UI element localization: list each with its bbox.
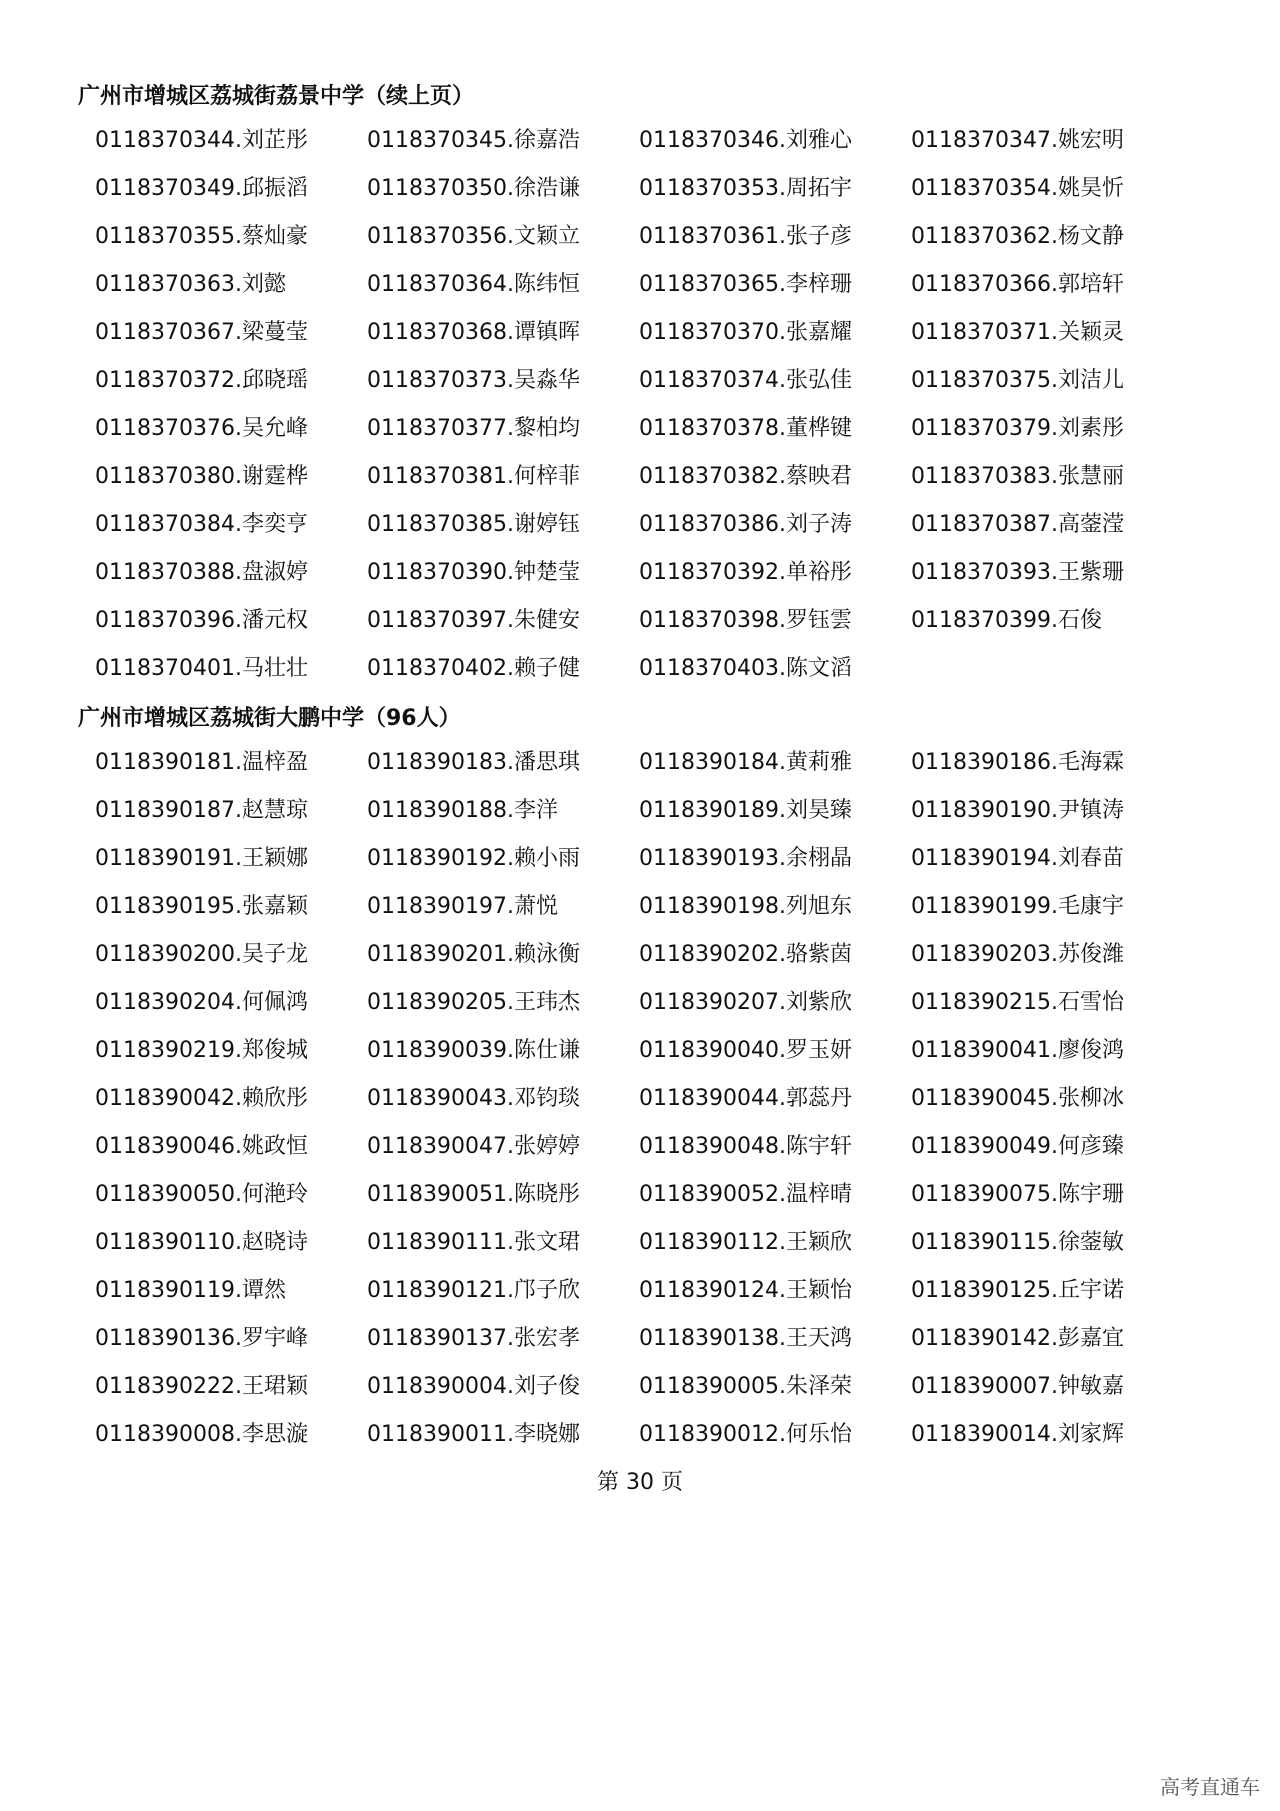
student-entry: 0118390012.何乐怡 [639, 1422, 852, 1447]
student-entry: 0118390184.黄莉雅 [639, 750, 852, 775]
student-entry: 0118390189.刘昊臻 [639, 798, 852, 823]
student-entry: 0118390200.吴子龙 [95, 942, 308, 967]
student-entry: 0118370381.何梓菲 [367, 464, 580, 489]
student-entry: 0118390045.张柳冰 [911, 1086, 1124, 1111]
student-entry: 0118390190.尹镇涛 [911, 798, 1124, 823]
student-entry: 0118370386.刘子涛 [639, 512, 852, 537]
student-entry: 0118370365.李梓珊 [639, 272, 852, 297]
student-entry: 0118390124.王颖怡 [639, 1278, 852, 1303]
student-entry: 0118390192.赖小雨 [367, 846, 580, 871]
student-entry: 0118390142.彭嘉宜 [911, 1326, 1124, 1351]
student-entry: 0118390205.王玮杰 [367, 990, 580, 1015]
student-entry: 0118390008.李思漩 [95, 1422, 308, 1447]
student-entry: 0118390137.张宏孝 [367, 1326, 580, 1351]
student-entry: 0118390121.邝子欣 [367, 1278, 580, 1303]
student-entry: 0118370349.邱振滔 [95, 176, 308, 201]
student-entry: 0118370382.蔡映君 [639, 464, 852, 489]
student-entry: 0118370390.钟楚莹 [367, 560, 580, 585]
student-entry: 0118370387.高蓥滢 [911, 512, 1124, 537]
student-entry: 0118370367.梁蔓莹 [95, 320, 308, 345]
student-entry: 0118370397.朱健安 [367, 608, 580, 633]
student-entry: 0118390044.郭蕊丹 [639, 1086, 852, 1111]
student-entry: 0118390112.王颖欣 [639, 1230, 852, 1255]
student-entry: 0118370355.蔡灿豪 [95, 224, 308, 249]
student-entry: 0118370364.陈纬恒 [367, 272, 580, 297]
student-entry: 0118390075.陈宇珊 [911, 1182, 1124, 1207]
student-list [95, 124, 1183, 700]
student-entry: 0118390181.温梓盈 [95, 750, 308, 775]
student-entry: 0118370361.张子彦 [639, 224, 852, 249]
student-entry: 0118390048.陈宇轩 [639, 1134, 852, 1159]
student-entry: 0118390049.何彦臻 [911, 1134, 1124, 1159]
student-entry: 0118370396.潘元权 [95, 608, 308, 633]
student-entry: 0118370375.刘洁儿 [911, 368, 1124, 393]
student-entry: 0118390194.刘春苗 [911, 846, 1124, 871]
student-entry: 0118390125.丘宇诺 [911, 1278, 1124, 1303]
student-entry: 0118390187.赵慧琼 [95, 798, 308, 823]
student-entry: 0118390215.石雪怡 [911, 990, 1124, 1015]
student-entry: 0118390198.列旭东 [639, 894, 852, 919]
student-entry: 0118390011.李晓娜 [367, 1422, 580, 1447]
student-entry: 0118370373.吴淼华 [367, 368, 580, 393]
student-entry: 0118370402.赖子健 [367, 656, 580, 681]
student-entry: 0118390191.王颖娜 [95, 846, 308, 871]
student-entry: 0118390219.郑俊城 [95, 1038, 308, 1063]
student-entry: 0118390111.张文珺 [367, 1230, 580, 1255]
student-entry: 0118390005.朱泽荣 [639, 1374, 852, 1399]
student-entry: 0118370344.刘芷彤 [95, 128, 308, 153]
student-entry: 0118390203.苏俊潍 [911, 942, 1124, 967]
student-entry: 0118370399.石俊 [911, 608, 1102, 633]
student-entry: 0118390188.李洋 [367, 798, 558, 823]
student-entry: 0118370403.陈文滔 [639, 656, 852, 681]
student-entry: 0118390207.刘紫欣 [639, 990, 852, 1015]
student-entry: 0118370346.刘雅心 [639, 128, 852, 153]
student-entry: 0118390197.萧悦 [367, 894, 558, 919]
student-entry: 0118390202.骆紫茵 [639, 942, 852, 967]
student-entry: 0118370353.周拓宇 [639, 176, 852, 201]
student-entry: 0118390204.何佩鸿 [95, 990, 308, 1015]
student-entry: 0118370371.关颖灵 [911, 320, 1124, 345]
student-entry: 0118390047.张婷婷 [367, 1134, 580, 1159]
student-entry: 0118370347.姚宏明 [911, 128, 1124, 153]
student-entry: 0118370380.谢霆桦 [95, 464, 308, 489]
student-entry: 0118390136.罗宇峰 [95, 1326, 308, 1351]
student-entry: 0118390195.张嘉颖 [95, 894, 308, 919]
page-number: 第 30 页 [597, 1470, 683, 1495]
student-entry: 0118370398.罗钰雲 [639, 608, 852, 633]
student-entry: 0118370388.盘淑婷 [95, 560, 308, 585]
student-entry: 0118370366.郭培轩 [911, 272, 1124, 297]
student-entry: 0118390183.潘思琪 [367, 750, 580, 775]
student-entry: 0118390043.邓钧琰 [367, 1086, 580, 1111]
student-entry: 0118370379.刘素彤 [911, 416, 1124, 441]
student-entry: 0118390051.陈晓彤 [367, 1182, 580, 1207]
student-entry: 0118390041.廖俊鸿 [911, 1038, 1124, 1063]
student-entry: 0118370374.张弘佳 [639, 368, 852, 393]
student-entry: 0118390110.赵晓诗 [95, 1230, 308, 1255]
student-entry: 0118390199.毛康宇 [911, 894, 1124, 919]
student-entry: 0118370362.杨文静 [911, 224, 1124, 249]
student-entry: 0118390014.刘家辉 [911, 1422, 1124, 1447]
student-entry: 0118370363.刘懿 [95, 272, 286, 297]
student-entry: 0118370401.马壮壮 [95, 656, 308, 681]
student-entry: 0118370378.董桦键 [639, 416, 852, 441]
student-entry: 0118390050.何滟玲 [95, 1182, 308, 1207]
student-entry: 0118370383.张慧丽 [911, 464, 1124, 489]
student-entry: 0118370368.谭镇晖 [367, 320, 580, 345]
student-entry: 0118390052.温梓晴 [639, 1182, 852, 1207]
student-list [95, 746, 1183, 1466]
student-entry: 0118390042.赖欣彤 [95, 1086, 308, 1111]
student-entry: 0118390115.徐蓥敏 [911, 1230, 1124, 1255]
student-entry: 0118370370.张嘉耀 [639, 320, 852, 345]
student-entry: 0118390046.姚政恒 [95, 1134, 308, 1159]
student-entry: 0118390007.钟敏嘉 [911, 1374, 1124, 1399]
student-entry: 0118370376.吴允峰 [95, 416, 308, 441]
student-entry: 0118370385.谢婷钰 [367, 512, 580, 537]
student-entry: 0118390119.谭然 [95, 1278, 286, 1303]
student-entry: 0118370392.单裕彤 [639, 560, 852, 585]
student-entry: 0118390193.余栩晶 [639, 846, 852, 871]
student-entry: 0118390201.赖泳衡 [367, 942, 580, 967]
student-entry: 0118390039.陈仕谦 [367, 1038, 580, 1063]
student-entry: 0118370354.姚昊忻 [911, 176, 1124, 201]
student-entry: 0118370345.徐嘉浩 [367, 128, 580, 153]
student-entry: 0118370350.徐浩谦 [367, 176, 580, 201]
student-entry: 0118370384.李奕亨 [95, 512, 308, 537]
section-title: 广州市增城区荔城街大鹏中学（96人） [78, 706, 461, 731]
student-entry: 0118370356.文颖立 [367, 224, 580, 249]
watermark: 高考直通车 [1160, 1775, 1260, 1799]
student-entry: 0118390138.王天鸿 [639, 1326, 852, 1351]
student-entry: 0118370372.邱晓瑶 [95, 368, 308, 393]
section-title: 广州市增城区荔城街荔景中学（续上页） [78, 84, 475, 109]
student-entry: 0118370377.黎柏均 [367, 416, 580, 441]
student-entry: 0118390186.毛海霖 [911, 750, 1124, 775]
student-entry: 0118390222.王珺颖 [95, 1374, 308, 1399]
student-entry: 0118390040.罗玉妍 [639, 1038, 852, 1063]
student-entry: 0118370393.王紫珊 [911, 560, 1124, 585]
student-entry: 0118390004.刘子俊 [367, 1374, 580, 1399]
